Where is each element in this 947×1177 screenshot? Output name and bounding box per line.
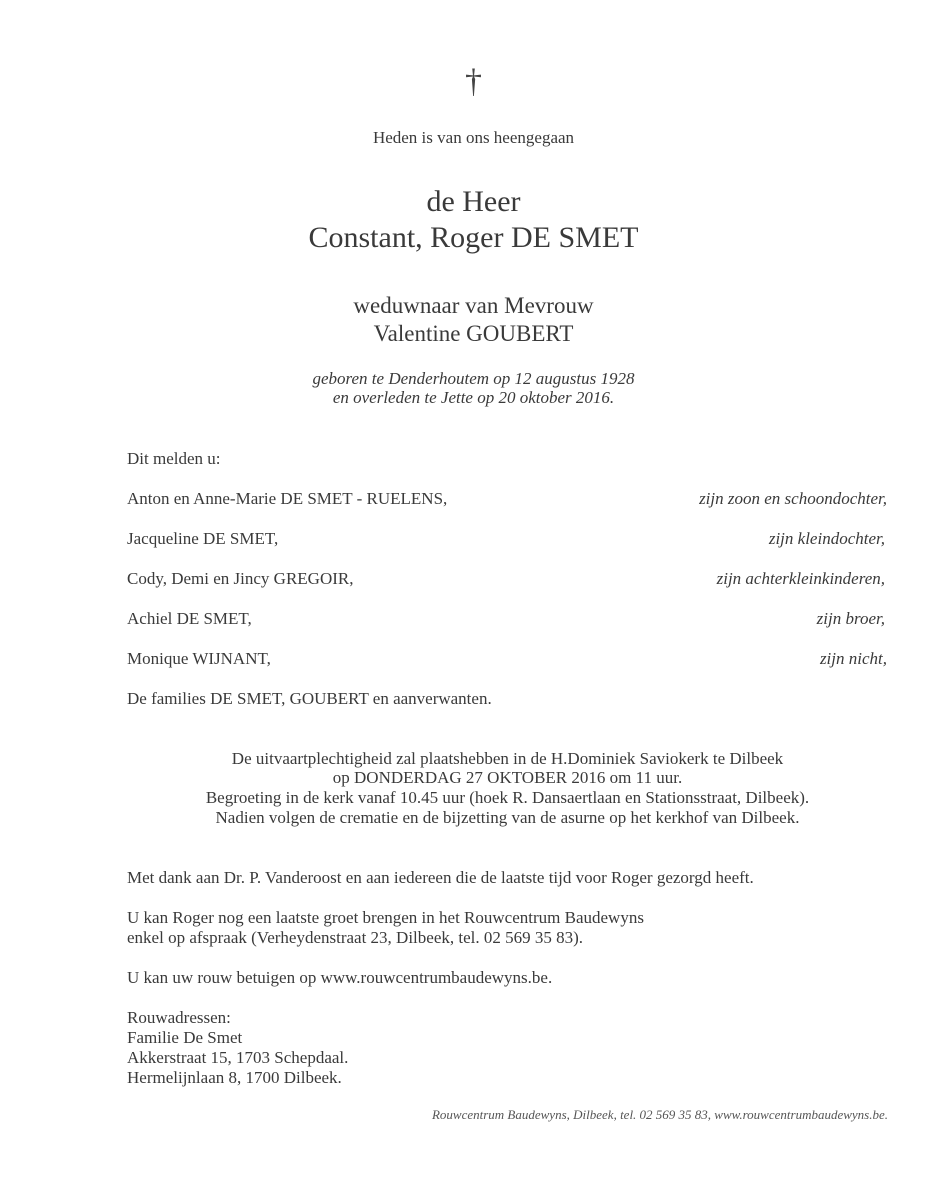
condolence-line: U kan uw rouw betuigen op www.rouwcentrumbaudewyns.be.	[127, 968, 553, 987]
announce-label: Dit melden u:	[127, 449, 221, 468]
relative-names: Jacqueline DE SMET,	[127, 529, 279, 548]
relative-names: Achiel DE SMET,	[127, 609, 252, 628]
address-line: Hermelijnlaan 8, 1700 Dilbeek.	[127, 1068, 342, 1087]
ceremony-line: op DONDERDAG 27 OKTOBER 2016 om 11 uur.	[332, 768, 683, 787]
relative-relation: zijn kleindochter,	[768, 529, 885, 548]
visit-line: U kan Roger nog een laatste groet brengen in het Rouwcentrum Baudewyns	[127, 908, 644, 927]
deceased-name: Constant, Roger DE SMET	[308, 221, 639, 254]
spouse-name: Valentine GOUBERT	[373, 321, 574, 346]
ceremony-line: Nadien volgen de crematie en de bijzetting van de asurne op het kerkhof van Dilbeek.	[215, 808, 800, 827]
relative-names: Cody, Demi en Jincy GREGOIR,	[127, 569, 354, 588]
thanks-line: Met dank aan Dr. P. Vanderoost en aan iedereen die de laatste tijd voor Roger gezorgd heeft.	[127, 868, 754, 887]
widower-line: weduwnaar van Mevrouw	[353, 293, 594, 318]
relative-names: Anton en Anne-Marie DE SMET - RUELENS,	[127, 489, 448, 508]
addresses-label: Rouwadressen:	[127, 1008, 231, 1027]
families-line: De families DE SMET, GOUBERT en aanverwanten.	[127, 689, 492, 708]
ceremony-line: Begroeting in de kerk vanaf 10.45 uur (hoek R. Dansaertlaan en Stationsstraat, Dilbeek).	[205, 788, 810, 807]
relative-relation: zijn broer,	[816, 609, 885, 628]
relative-names: Monique WIJNANT,	[127, 649, 271, 668]
visit-line: enkel op afspraak (Verheydenstraat 23, Dilbeek, tel. 02 569 35 83).	[127, 928, 584, 947]
birth-line: geboren te Denderhoutem op 12 augustus 1928	[312, 369, 635, 388]
relative-relation: zijn achterkleinkinderen,	[716, 569, 885, 588]
relative-relation: zijn nicht,	[819, 649, 887, 668]
intro-text: Heden is van ons heengegaan	[372, 128, 575, 147]
address-line: Familie De Smet	[127, 1028, 243, 1047]
address-line: Akkerstraat 15, 1703 Schepdaal.	[127, 1048, 349, 1067]
death-line: en overleden te Jette op 20 oktober 2016.	[332, 388, 615, 407]
honorific: de Heer	[426, 185, 521, 218]
cross-icon: †	[465, 63, 482, 100]
funeral-home-footer: Rouwcentrum Baudewyns, Dilbeek, tel. 02 569 35 83, www.rouwcentrumbaudewyns.be.	[431, 1107, 888, 1122]
ceremony-line: De uitvaartplechtigheid zal plaatshebben in de H.Dominiek Saviokerk te Dilbeek	[231, 749, 784, 768]
relative-relation: zijn zoon en schoondochter,	[699, 489, 887, 508]
